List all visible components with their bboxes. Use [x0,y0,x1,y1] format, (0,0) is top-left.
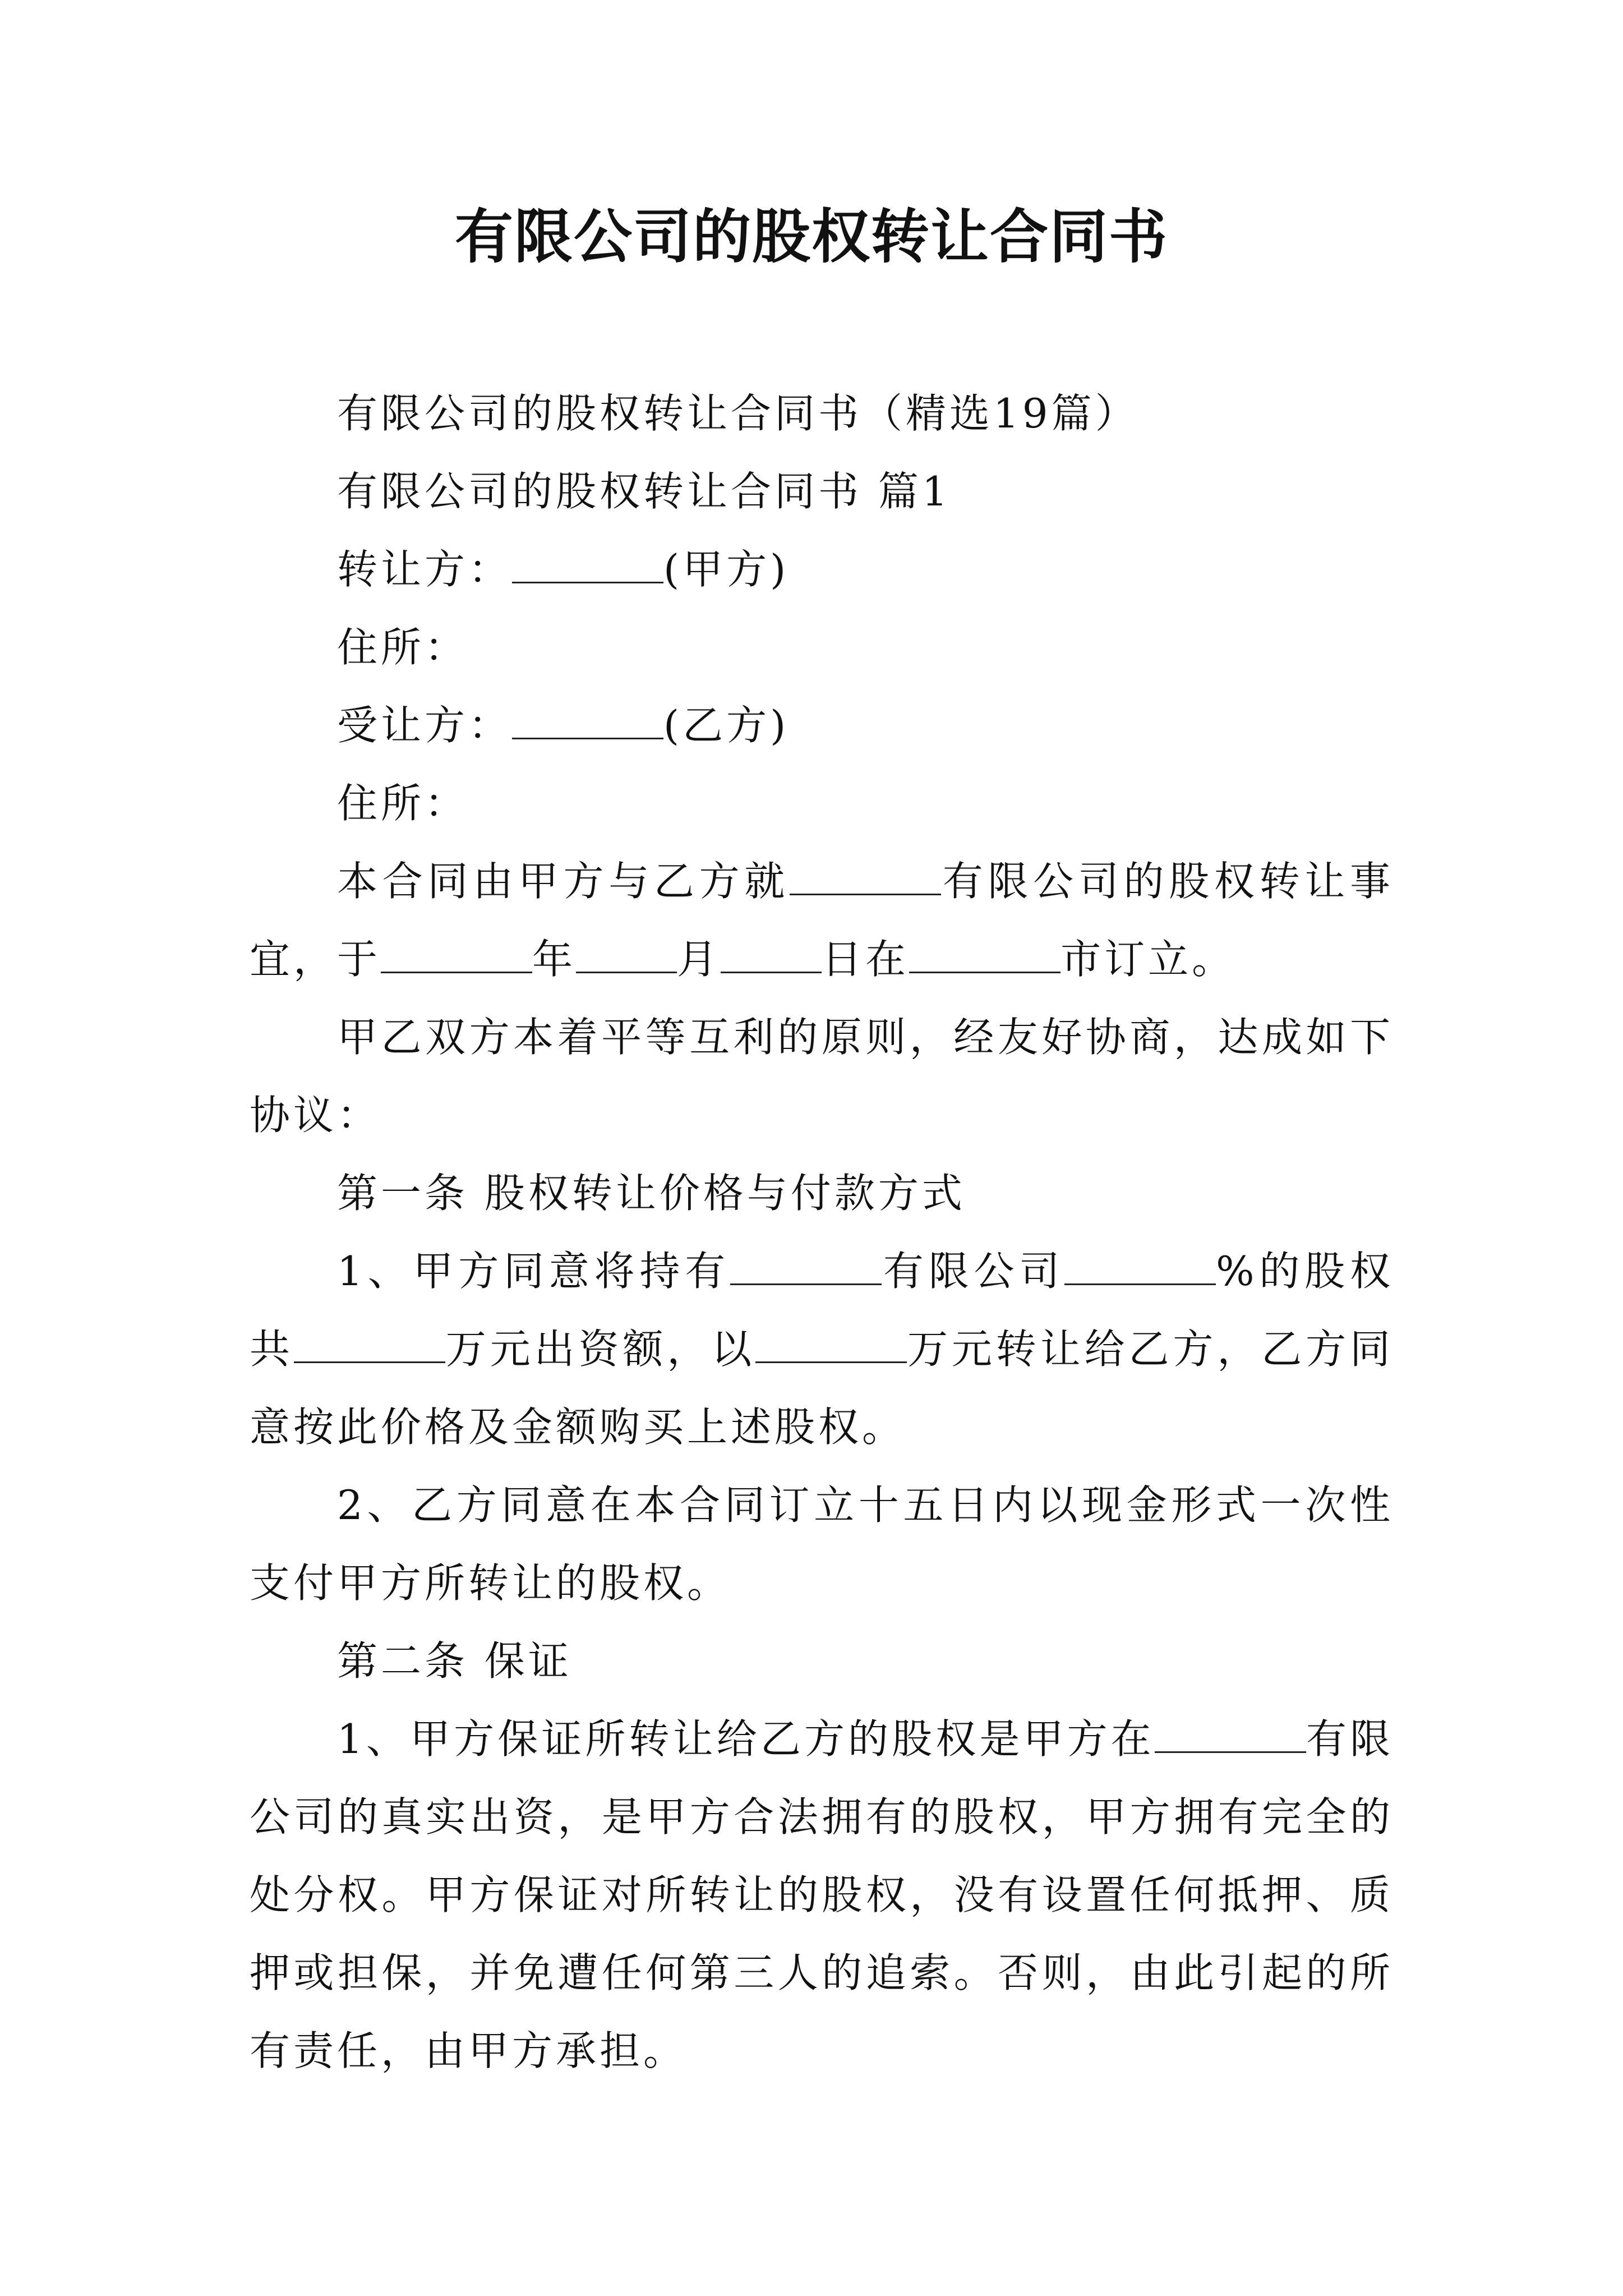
clause-text: 有限公司 [882,1248,1065,1295]
intro-text: 有限公司的股权转让事宜，于 [250,858,1394,983]
intro-text: 月 [677,936,721,983]
article-1-title: 第一条 股权转让价格与付款方式 [337,1170,966,1217]
article-2-item-1 [250,1700,1394,2090]
document-body [250,375,1394,2090]
intro-text: 年 [532,936,577,983]
clause-text: 万元转让给乙方，乙方同意按此价格及金额购买上述股权。 [250,1326,1394,1451]
clause-text: 1、甲方同意将持有 [337,1248,731,1295]
subtitle: 有限公司的股权转让合同书（精选19篇） [337,390,1139,437]
transferee-label: 受让方： [337,702,513,749]
article-1-item-1 [250,1232,1394,1466]
article-2-title: 第二条 保证 [337,1637,572,1685]
blank-field [755,1323,907,1363]
blank-field [1155,1713,1306,1753]
article-1-item-2: 2、乙方同意在本合同订立十五日内以现金形式一次性支付甲方所转让的股权。 [250,1481,1394,1607]
clause-text: 万元出资额，以 [445,1326,756,1373]
blank-field [512,544,663,583]
transferor-label: 转让方： [337,546,513,593]
blank-field [721,933,822,973]
party-a-suffix: (甲方) [663,546,790,593]
blank-field [730,1245,882,1285]
blank-field [909,933,1061,973]
party-b-suffix: (乙方) [663,702,790,749]
transferor-address: 住所： [337,624,469,671]
blank-field [381,933,532,973]
section-heading: 有限公司的股权转让合同书 篇1 [337,468,951,515]
clause-text: 有限公司的真实出资，是甲方合法拥有的股权，甲方拥有完全的处分权。甲方保证对所转让的股权，没有设置任何抵押、质押或担保，并免遭任何第三人的追索。否则，由此引起的所有责任，由甲方承担。 [250,1715,1394,2074]
intro-text: 市订立。 [1061,936,1236,983]
transferee-line [250,687,1394,765]
blank-field [576,933,677,973]
transferor-line [250,531,1394,609]
blank-field [512,700,663,739]
clause-text: 1、甲方保证所转让给乙方的股权是甲方在 [337,1715,1155,1763]
blank-field [790,855,941,895]
document-title: 有限公司的股权转让合同书 [454,202,1168,271]
transferee-address: 住所： [337,780,469,827]
intro-text: 日在 [822,936,910,983]
agreement-intro: 甲乙双方本着平等互利的原则，经友好协商，达成如下协议： [250,1014,1394,1139]
blank-field [1064,1245,1216,1285]
clause-text: %的股权共 [250,1248,1394,1373]
intro-paragraph [250,843,1394,999]
blank-field [294,1323,445,1363]
intro-text: 本合同由甲方与乙方就 [337,858,790,905]
